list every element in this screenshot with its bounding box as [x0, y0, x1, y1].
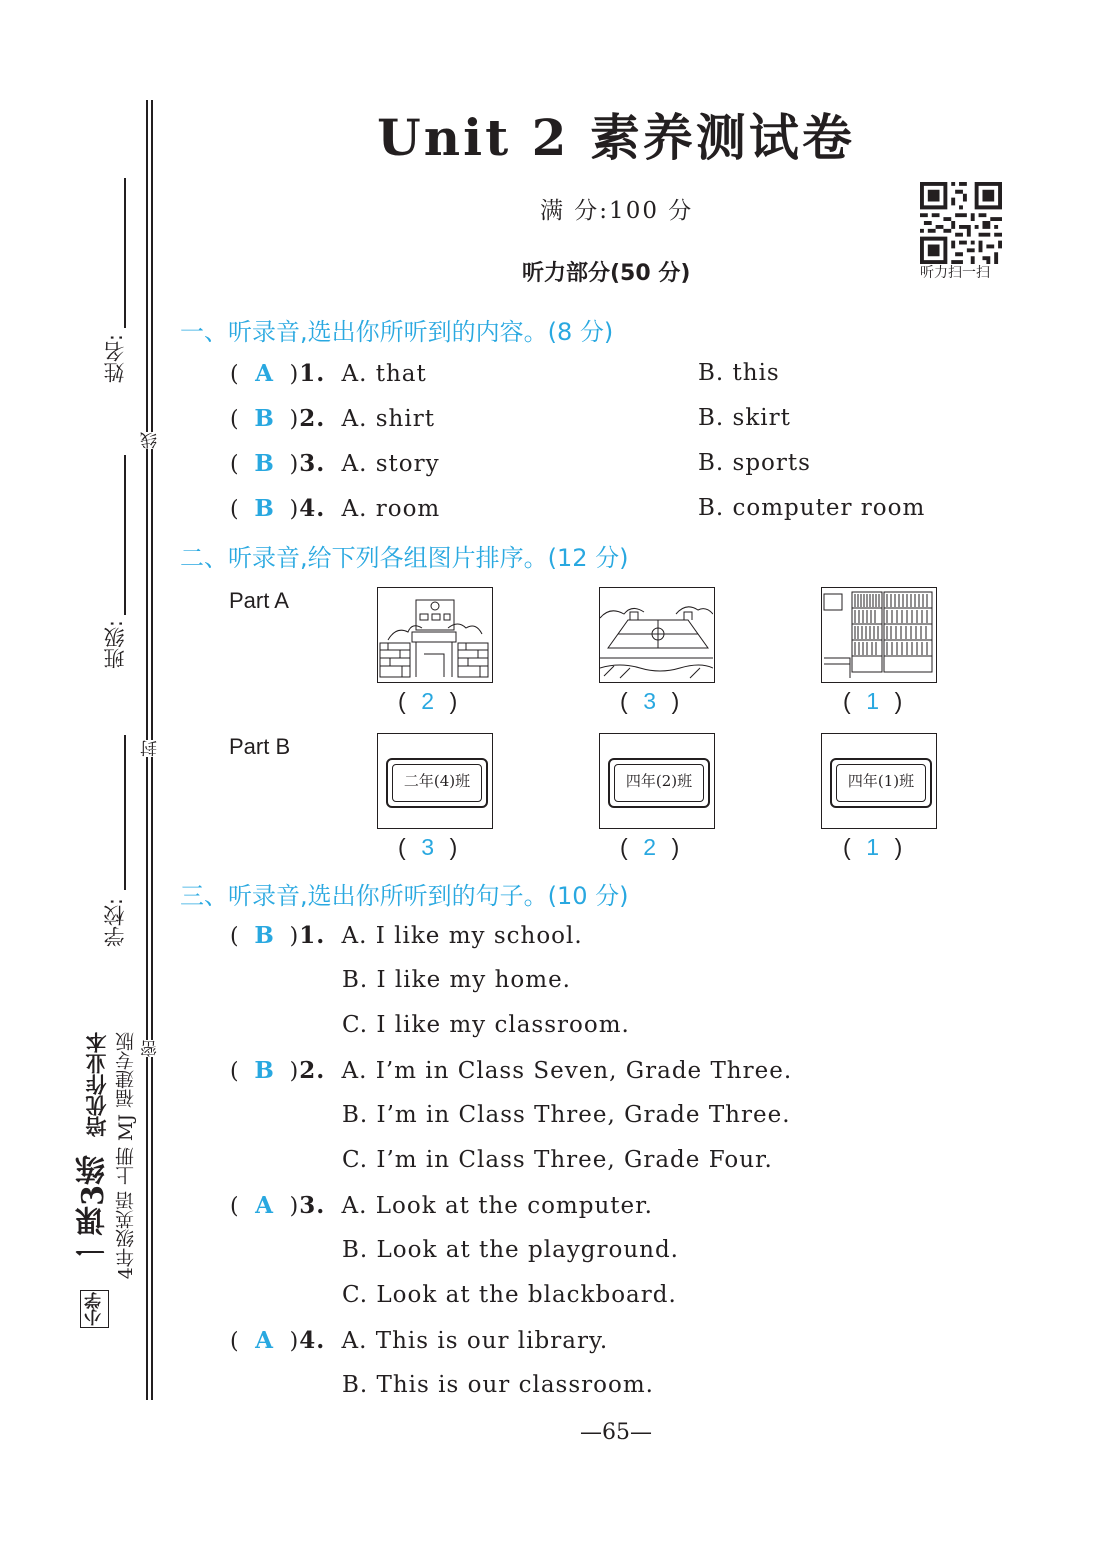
class-sign-text: 四年(1)班	[836, 764, 926, 802]
page-number: —65—	[580, 1420, 652, 1445]
question-number: 1.	[299, 360, 326, 387]
option-c: C. Look at the blackboard.	[342, 1282, 677, 1308]
option-a: A. Look at the computer.	[341, 1193, 653, 1219]
question-number: 4.	[299, 1327, 326, 1354]
page-title: Unit 2 素养测试卷	[377, 108, 855, 167]
class-label: 班级:	[103, 620, 127, 670]
question-number: 1.	[299, 922, 326, 949]
question-number: 4.	[299, 495, 326, 522]
answer-mark[interactable]: B	[254, 495, 275, 522]
binding-mark-seal: 封	[138, 740, 163, 757]
option-b: B. This is our classroom.	[342, 1372, 654, 1398]
order-blank[interactable]: ( 1 )	[843, 834, 903, 860]
school-field-line	[124, 735, 126, 890]
question-number: 2.	[299, 1057, 326, 1084]
answer-mark[interactable]: A	[255, 1327, 275, 1354]
option-b: B. I’m in Class Three, Grade Three.	[342, 1102, 791, 1128]
question-number: 3.	[299, 450, 326, 477]
library-picture	[821, 587, 937, 683]
school-gate-picture	[377, 587, 493, 683]
option-a: A. shirt	[341, 406, 435, 432]
answer-mark[interactable]: A	[255, 1192, 275, 1219]
answer-mark[interactable]: B	[254, 922, 275, 949]
full-score: 满 分:100 分	[540, 198, 694, 224]
brand-sub: 培优作业本	[85, 1032, 109, 1137]
list-item: ( B )3. A. story	[230, 450, 440, 477]
class-sign-picture	[599, 733, 715, 829]
answer-mark[interactable]: B	[254, 1057, 275, 1084]
option-b: B. Look at the playground.	[342, 1237, 679, 1263]
order-blank[interactable]: ( 2 )	[620, 834, 680, 860]
order-answer: 1	[866, 834, 880, 860]
answer-mark[interactable]: A	[255, 360, 275, 387]
list-item: ( B )1. A. I like my school.	[230, 922, 583, 949]
order-answer: 2	[421, 688, 435, 714]
list-item: ( B )2. A. shirt	[230, 405, 435, 432]
section3-heading: 三、听录音,选出你所听到的句子。(10 分)	[180, 882, 629, 910]
class-sign-picture	[821, 733, 937, 829]
listening-part-title: 听力部分(50 分)	[522, 261, 691, 286]
name-field-line	[124, 178, 126, 328]
option-c: C. I’m in Class Three, Grade Four.	[342, 1147, 773, 1173]
list-item: ( A )4. A. This is our library.	[230, 1327, 609, 1354]
question-number: 3.	[299, 1192, 326, 1219]
list-item: ( B )2. A. I’m in Class Seven, Grade Three.	[230, 1057, 793, 1084]
option-a: A. I like my school.	[341, 923, 583, 949]
answer-mark[interactable]: B	[254, 405, 275, 432]
order-answer: 3	[421, 834, 435, 860]
school-label: 学校:	[103, 898, 127, 948]
order-blank[interactable]: ( 1 )	[843, 688, 903, 714]
order-answer: 1	[866, 688, 880, 714]
list-item: ( A )1. A. that	[230, 360, 427, 387]
option-b: B. skirt	[698, 405, 791, 431]
brand-small: 小学	[80, 1290, 109, 1328]
option-c: C. I like my classroom.	[342, 1012, 630, 1038]
order-blank[interactable]: ( 3 )	[398, 834, 458, 860]
option-b: B. computer room	[698, 495, 926, 521]
class-sign-text: 二年(4)班	[392, 764, 482, 802]
qr-code-icon[interactable]	[920, 182, 1002, 264]
order-blank[interactable]: ( 2 )	[398, 688, 458, 714]
option-a: A. room	[341, 496, 441, 522]
option-b: B. I like my home.	[342, 967, 571, 993]
option-b: B. sports	[698, 450, 811, 476]
list-item: ( B )4. A. room	[230, 495, 441, 522]
binding-mark-line: 线	[138, 432, 163, 449]
binding-mark-secret: 密	[138, 1040, 163, 1057]
order-blank[interactable]: ( 3 )	[620, 688, 680, 714]
edition-label: 4年级英语 上册 MJ 福建专版	[115, 1032, 137, 1280]
part-a-label: Part A	[229, 588, 289, 613]
class-field-line	[124, 455, 126, 615]
section1-heading: 一、听录音,选出你所听到的内容。(8 分)	[180, 318, 614, 346]
list-item: ( A )3. A. Look at the computer.	[230, 1192, 653, 1219]
option-a: A. that	[341, 361, 427, 387]
part-b-label: Part B	[229, 734, 291, 759]
brand-main: 一课3练	[76, 1155, 111, 1266]
section2-heading: 二、听录音,给下列各组图片排序。(12 分)	[180, 544, 629, 572]
name-label: 姓名:	[103, 334, 127, 384]
order-answer: 2	[643, 834, 657, 860]
order-answer: 3	[643, 688, 657, 714]
option-a: A. This is our library.	[341, 1328, 609, 1354]
qr-label: 听力扫一扫	[920, 265, 990, 281]
class-sign-picture	[377, 733, 493, 829]
option-a: A. story	[341, 451, 440, 477]
class-sign-text: 四年(2)班	[614, 764, 704, 802]
answer-mark[interactable]: B	[254, 450, 275, 477]
question-number: 2.	[299, 405, 326, 432]
playground-picture	[599, 587, 715, 683]
option-a: A. I’m in Class Seven, Grade Three.	[341, 1058, 793, 1084]
option-b: B. this	[698, 360, 780, 386]
